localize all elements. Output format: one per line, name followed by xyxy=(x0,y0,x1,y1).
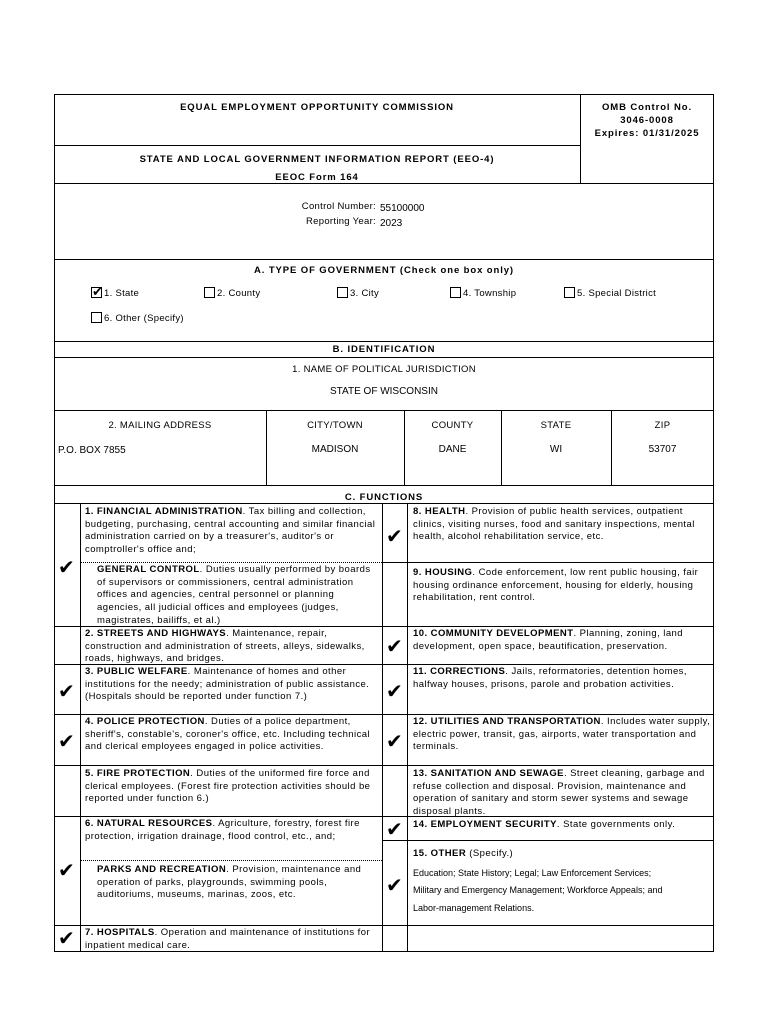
zip-value[interactable]: 53707 xyxy=(648,444,677,455)
rule xyxy=(54,341,714,342)
reporting-year-label: Reporting Year: xyxy=(306,216,376,227)
rule xyxy=(54,183,714,184)
grid-line xyxy=(382,664,714,665)
function-natural-resources: 6. NATURAL RESOURCES. Agriculture, forestry, forest fire protection, irrigation drainage, flood control, etc., and; xyxy=(85,818,360,842)
rule xyxy=(54,485,714,486)
checkbox-county[interactable] xyxy=(204,287,215,298)
checkbox-state[interactable] xyxy=(91,284,103,299)
checkmark-icon[interactable]: ✔ xyxy=(58,926,75,950)
function-health: 8. HEALTH. Provision of public health services, outpatient clinics, visiting nurses, food and sanitary inspections, mental health, alcohol rehabilitation service, etc. xyxy=(413,506,695,543)
checkmark-icon[interactable]: ✔ xyxy=(386,524,403,548)
control-number-label: Control Number: xyxy=(301,201,376,212)
function-corrections: 11. CORRECTIONS. Jails, reformatories, detention homes, halfway houses, prisons, parole and probation activities. xyxy=(413,666,687,690)
checkbox-special-district[interactable] xyxy=(564,287,575,298)
other-specify-line[interactable]: Military and Emergency Management; Workforce Appeals; and xyxy=(413,885,663,895)
function-fire-protection: 5. FIRE PROTECTION. Duties of the uniformed fire force and clerical employees. (Forest fire protection activities should be reported under function 6.) xyxy=(85,768,371,805)
checkmark-icon[interactable]: ✔ xyxy=(58,555,75,579)
grid-line xyxy=(382,503,383,952)
checkmark-icon[interactable]: ✔ xyxy=(386,873,403,897)
checkmark-icon: ✔ xyxy=(92,284,103,299)
other-specify-line[interactable]: Education; State History; Legal; Law Enforcement Services; xyxy=(413,868,652,878)
rule xyxy=(54,357,714,358)
state-header: STATE xyxy=(540,420,572,431)
jurisdiction-value[interactable]: STATE OF WISCONSIN xyxy=(330,386,438,397)
report-title: STATE AND LOCAL GOVERNMENT INFORMATION REPORT (EEO-4) xyxy=(139,154,495,165)
checkmark-icon[interactable]: ✔ xyxy=(58,858,75,882)
function-police-protection: 4. POLICE PROTECTION. Duties of a police department, sheriff's, constable's, coroner's office, etc. Including technical and clerical employees engaged in police activities. xyxy=(85,716,371,753)
function-sanitation-sewage: 13. SANITATION AND SEWAGE. Street cleaning, garbage and refuse collection and disposal. Provision, maintenance and operation of sanitary and storm sewer systems and sewage disposal plants. xyxy=(413,768,705,818)
omb-number: 3046-0008 xyxy=(620,115,674,126)
checkmark-icon[interactable]: ✔ xyxy=(386,817,403,841)
jurisdiction-label: 1. NAME OF POLITICAL JURISDICTION xyxy=(292,364,476,375)
city-header: CITY/TOWN xyxy=(307,420,363,431)
grid-line xyxy=(54,925,407,926)
state-value[interactable]: WI xyxy=(549,444,563,455)
grid-line xyxy=(382,765,714,766)
function-employment-security: 14. EMPLOYMENT SECURITY. State governments only. xyxy=(413,819,676,830)
rule xyxy=(54,410,714,411)
grid-line xyxy=(382,714,714,715)
checkbox-other[interactable] xyxy=(91,312,102,323)
option-special-district-label: 5. Special District xyxy=(577,288,657,299)
option-township-label: 4. Township xyxy=(463,288,517,299)
section-b-title: B. IDENTIFICATION xyxy=(332,344,436,355)
function-parks-recreation: PARKS AND RECREATION. Provision, maintenance and operation of parks, playgrounds, swimming pools, auditoriums, museums, marinas, zoos, etc. xyxy=(97,864,362,901)
grid-line xyxy=(80,562,382,563)
city-value[interactable]: MADISON xyxy=(311,444,359,455)
function-financial-administration: 1. FINANCIAL ADMINISTRATION. Tax billing and collection, budgeting, purchasing, central accounting and similar financial administration carried on by a treasurer's, auditor's or comptroller's office and; xyxy=(85,506,376,556)
option-county-label: 2. County xyxy=(217,288,261,299)
grid-line xyxy=(382,562,714,563)
option-state-label: 1. State xyxy=(104,288,140,299)
checkmark-icon[interactable]: ✔ xyxy=(386,679,403,703)
section-c-title: C. FUNCTIONS xyxy=(344,492,424,503)
grid-line xyxy=(54,714,407,715)
checkmark-icon[interactable]: ✔ xyxy=(386,634,403,658)
checkmark-icon[interactable]: ✔ xyxy=(386,729,403,753)
function-community-development: 10. COMMUNITY DEVELOPMENT. Planning, zoning, land development, open space, beautification, preservation. xyxy=(413,628,684,652)
grid-line xyxy=(80,860,382,861)
function-public-welfare: 3. PUBLIC WELFARE. Maintenance of homes and other institutions for the needy; administration of public assistance. (Hospitals should be reported under function 7.) xyxy=(85,666,370,703)
grid-line xyxy=(54,765,407,766)
grid-line xyxy=(80,503,81,952)
checkbox-city[interactable] xyxy=(337,287,348,298)
grid-line xyxy=(407,503,408,952)
rule xyxy=(54,259,714,260)
mailing-address-value[interactable]: P.O. BOX 7855 xyxy=(58,445,126,456)
function-housing: 9. HOUSING. Code enforcement, low rent public housing, fair housing ordinance enforcement, housing for elderly, housing rehabilitation, rent control. xyxy=(413,567,699,604)
form-name: EEOC Form 164 xyxy=(275,172,359,183)
other-specify-line[interactable]: Labor-management Relations. xyxy=(413,903,535,913)
section-a-title: A. TYPE OF GOVERNMENT (Check one box only) xyxy=(253,265,514,276)
checkmark-icon[interactable]: ✔ xyxy=(58,679,75,703)
function-hospitals: 7. HOSPITALS. Operation and maintenance of institutions for inpatient medical care. xyxy=(85,927,371,951)
rule xyxy=(54,145,580,146)
zip-header: ZIP xyxy=(654,420,671,431)
reporting-year-value[interactable]: 2023 xyxy=(380,218,403,229)
grid-line xyxy=(382,840,714,841)
control-number-value[interactable]: 55100000 xyxy=(380,203,425,214)
checkbox-township[interactable] xyxy=(450,287,461,298)
function-general-control: GENERAL CONTROL. Duties usually performed by boards of supervisors or commissioners, central administration offices and agencies, central personnel or planning agencies, all judicial offices and employees (judges, magistrates, bailiffs, et al.) xyxy=(97,564,371,626)
mailing-address-header: 2. MAILING ADDRESS xyxy=(108,420,212,431)
grid-line xyxy=(382,626,714,627)
rule xyxy=(54,503,714,504)
checkmark-icon[interactable]: ✔ xyxy=(58,729,75,753)
omb-control-label: OMB Control No. xyxy=(601,102,692,113)
county-header: COUNTY xyxy=(431,420,474,431)
county-value[interactable]: DANE xyxy=(438,444,467,455)
function-utilities-transportation: 12. UTILITIES AND TRANSPORTATION. Includes water supply, electric power, transit, gas, airports, water transportation and terminals. xyxy=(413,716,711,753)
commission-title: EQUAL EMPLOYMENT OPPORTUNITY COMMISSION xyxy=(180,102,454,113)
function-other: 15. OTHER (Specify.) xyxy=(413,848,514,859)
omb-expires: Expires: 01/31/2025 xyxy=(594,128,700,139)
function-streets-highways: 2. STREETS AND HIGHWAYS. Maintenance, repair, construction and administration of streets, alleys, sidewalks, roads, highways, and bridges. xyxy=(85,628,365,665)
grid-line xyxy=(382,925,714,926)
option-city-label: 3. City xyxy=(350,288,380,299)
grid-line xyxy=(54,816,407,817)
option-other-label: 6. Other (Specify) xyxy=(104,313,184,324)
